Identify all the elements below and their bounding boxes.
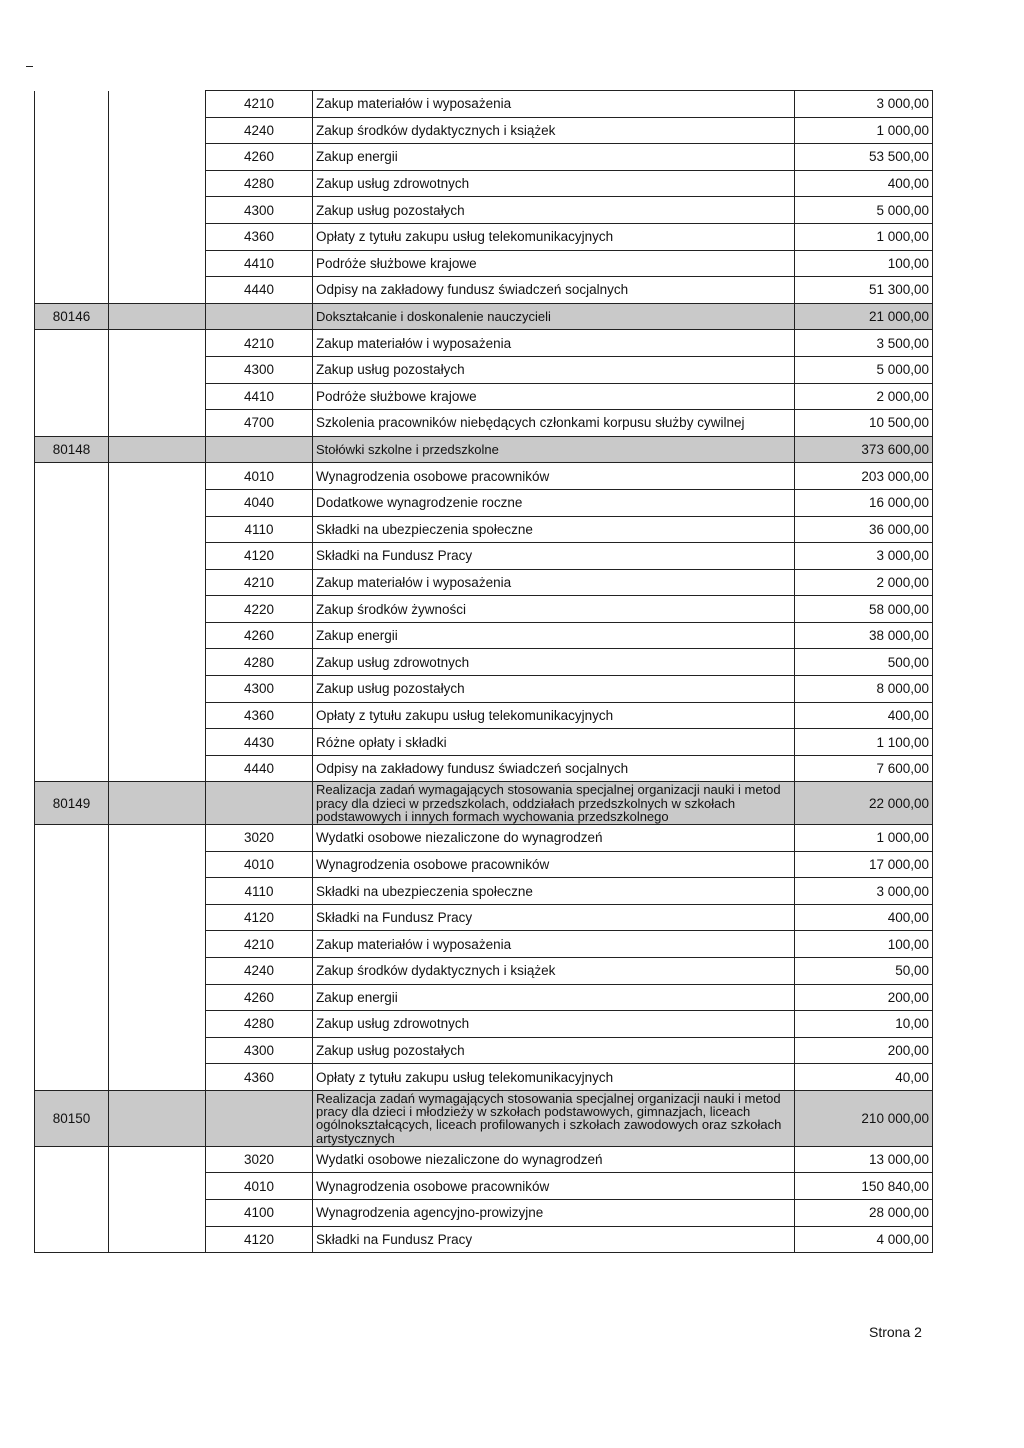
expense-row — [35, 825, 933, 852]
expense-amount: 200,00 — [795, 1037, 933, 1064]
expense-description: Szkolenia pracowników niebędących członkami korpusu służby cywilnej — [313, 410, 795, 437]
expense-description: Zakup usług zdrowotnych — [313, 170, 795, 197]
paragraph-code: 4430 — [206, 729, 313, 756]
section-description: Realizacja zadań wymagających stosowania specjalnej organizacji nauki i metod pracy dla dzieci w przedszkolach, oddziałach przedszkolnych w szkołach podstawowych i innych formach wychowania przedszkolnego — [313, 782, 795, 825]
empty-cell — [35, 463, 109, 490]
expense-amount: 100,00 — [795, 250, 933, 277]
expense-row — [35, 676, 933, 703]
expense-amount: 100,00 — [795, 931, 933, 958]
expense-row — [35, 1226, 933, 1253]
chapter-code: 80150 — [35, 1090, 109, 1146]
paragraph-code-empty — [206, 782, 313, 825]
empty-cell — [35, 117, 109, 144]
paragraph-code: 4010 — [206, 851, 313, 878]
paragraph-code: 4280 — [206, 1011, 313, 1038]
expense-amount: 53 500,00 — [795, 144, 933, 171]
expense-amount: 38 000,00 — [795, 622, 933, 649]
section-row — [35, 436, 933, 463]
section-description: Realizacja zadań wymagających stosowania specjalnej organizacji nauki i metod pracy dla dzieci i młodzieży w szkołach podstawowych, gimnazjach, liceach ogólnokształcących, liceach profilowanych i szkołach zawodowych oraz szkołach artystycznych — [313, 1090, 795, 1146]
budget-table-body — [35, 91, 933, 1253]
expense-description: Składki na ubezpieczenia społeczne — [313, 516, 795, 543]
empty-cell — [35, 702, 109, 729]
expense-description: Zakup energii — [313, 144, 795, 171]
expense-description: Opłaty z tytułu zakupu usług telekomunikacyjnych — [313, 702, 795, 729]
empty-cell — [109, 596, 206, 623]
paragraph-code: 4120 — [206, 904, 313, 931]
expense-row — [35, 1011, 933, 1038]
expense-description: Zakup usług zdrowotnych — [313, 649, 795, 676]
expense-amount: 40,00 — [795, 1064, 933, 1091]
expense-description: Zakup usług zdrowotnych — [313, 1011, 795, 1038]
paragraph-code: 4280 — [206, 649, 313, 676]
empty-cell — [35, 170, 109, 197]
expense-amount: 58 000,00 — [795, 596, 933, 623]
empty-cell — [35, 569, 109, 596]
expense-amount: 3 000,00 — [795, 878, 933, 905]
expense-amount: 1 100,00 — [795, 729, 933, 756]
empty-cell — [109, 516, 206, 543]
expense-row — [35, 569, 933, 596]
expense-description: Odpisy na zakładowy fundusz świadczeń socjalnych — [313, 755, 795, 782]
paragraph-code: 4240 — [206, 958, 313, 985]
empty-cell — [35, 1146, 109, 1173]
expense-row — [35, 851, 933, 878]
paragraph-code: 4360 — [206, 702, 313, 729]
empty-cell — [35, 904, 109, 931]
expense-description: Wynagrodzenia osobowe pracowników — [313, 851, 795, 878]
empty-cell — [109, 1064, 206, 1091]
section-description: Stołówki szkolne i przedszkolne — [313, 436, 795, 463]
expense-amount: 5 000,00 — [795, 356, 933, 383]
expense-description: Odpisy na zakładowy fundusz świadczeń socjalnych — [313, 277, 795, 304]
chapter-code: 80146 — [35, 303, 109, 330]
expense-row — [35, 649, 933, 676]
empty-cell — [109, 1199, 206, 1226]
empty-cell — [35, 91, 109, 118]
empty-cell — [35, 410, 109, 437]
expense-description: Wynagrodzenia agencyjno-prowizyjne — [313, 1199, 795, 1226]
empty-cell — [109, 1146, 206, 1173]
empty-cell — [35, 825, 109, 852]
expense-description: Składki na Fundusz Pracy — [313, 904, 795, 931]
expense-row — [35, 170, 933, 197]
empty-cell — [35, 1011, 109, 1038]
paragraph-code-empty — [206, 1090, 313, 1146]
paragraph-code: 4360 — [206, 1064, 313, 1091]
empty-cell — [109, 851, 206, 878]
expense-row — [35, 516, 933, 543]
expense-description: Zakup środków dydaktycznych i książek — [313, 958, 795, 985]
expense-row — [35, 330, 933, 357]
expense-amount: 1 000,00 — [795, 223, 933, 250]
section-row — [35, 782, 933, 825]
empty-cell — [109, 1011, 206, 1038]
empty-cell — [109, 984, 206, 1011]
expense-row — [35, 197, 933, 224]
paragraph-code: 4440 — [206, 277, 313, 304]
expense-description: Zakup usług pozostałych — [313, 1037, 795, 1064]
paragraph-code: 4210 — [206, 931, 313, 958]
budget-table — [34, 90, 933, 1253]
expense-row — [35, 596, 933, 623]
empty-cell — [109, 931, 206, 958]
expense-amount: 36 000,00 — [795, 516, 933, 543]
section-amount: 21 000,00 — [795, 303, 933, 330]
empty-cell — [109, 463, 206, 490]
empty-cell — [35, 596, 109, 623]
paragraph-code: 4700 — [206, 410, 313, 437]
paragraph-code: 4120 — [206, 543, 313, 570]
expense-description: Różne opłaty i składki — [313, 729, 795, 756]
empty-cell — [109, 489, 206, 516]
empty-cell — [35, 755, 109, 782]
empty-cell — [109, 569, 206, 596]
expense-amount: 400,00 — [795, 904, 933, 931]
expense-row — [35, 543, 933, 570]
section-amount: 373 600,00 — [795, 436, 933, 463]
expense-amount: 3 000,00 — [795, 91, 933, 118]
paragraph-code: 4040 — [206, 489, 313, 516]
section-spacer — [109, 303, 206, 330]
empty-cell — [109, 904, 206, 931]
expense-amount: 10,00 — [795, 1011, 933, 1038]
paragraph-code: 3020 — [206, 1146, 313, 1173]
expense-row — [35, 463, 933, 490]
empty-cell — [109, 729, 206, 756]
paragraph-code: 4260 — [206, 622, 313, 649]
empty-cell — [109, 170, 206, 197]
paragraph-code: 4260 — [206, 984, 313, 1011]
expense-description: Zakup usług pozostałych — [313, 356, 795, 383]
empty-cell — [109, 702, 206, 729]
empty-cell — [109, 144, 206, 171]
margin-mark — [26, 66, 33, 67]
paragraph-code: 4410 — [206, 383, 313, 410]
section-spacer — [109, 1090, 206, 1146]
empty-cell — [35, 622, 109, 649]
empty-cell — [109, 649, 206, 676]
expense-row — [35, 223, 933, 250]
paragraph-code-empty — [206, 436, 313, 463]
expense-description: Wydatki osobowe niezaliczone do wynagrodzeń — [313, 825, 795, 852]
paragraph-code: 4410 — [206, 250, 313, 277]
expense-row — [35, 984, 933, 1011]
expense-description: Zakup materiałów i wyposażenia — [313, 330, 795, 357]
paragraph-code: 4220 — [206, 596, 313, 623]
empty-cell — [35, 144, 109, 171]
expense-amount: 10 500,00 — [795, 410, 933, 437]
expense-amount: 8 000,00 — [795, 676, 933, 703]
empty-cell — [35, 356, 109, 383]
paragraph-code: 4360 — [206, 223, 313, 250]
expense-description: Zakup usług pozostałych — [313, 197, 795, 224]
empty-cell — [109, 622, 206, 649]
expense-row — [35, 729, 933, 756]
empty-cell — [35, 649, 109, 676]
empty-cell — [35, 223, 109, 250]
expense-row — [35, 356, 933, 383]
expense-amount: 50,00 — [795, 958, 933, 985]
paragraph-code: 4280 — [206, 170, 313, 197]
expense-amount: 7 600,00 — [795, 755, 933, 782]
paragraph-code: 4260 — [206, 144, 313, 171]
empty-cell — [109, 197, 206, 224]
expense-row — [35, 410, 933, 437]
expense-amount: 51 300,00 — [795, 277, 933, 304]
expense-row — [35, 117, 933, 144]
empty-cell — [109, 117, 206, 144]
empty-cell — [35, 489, 109, 516]
expense-row — [35, 489, 933, 516]
expense-amount: 17 000,00 — [795, 851, 933, 878]
expense-amount: 1 000,00 — [795, 117, 933, 144]
paragraph-code: 4300 — [206, 197, 313, 224]
expense-description: Zakup materiałów i wyposażenia — [313, 569, 795, 596]
empty-cell — [35, 958, 109, 985]
section-spacer — [109, 782, 206, 825]
expense-description: Składki na Fundusz Pracy — [313, 543, 795, 570]
empty-cell — [109, 825, 206, 852]
empty-cell — [35, 878, 109, 905]
section-spacer — [109, 436, 206, 463]
expense-row — [35, 250, 933, 277]
empty-cell — [109, 223, 206, 250]
expense-amount: 3 500,00 — [795, 330, 933, 357]
section-amount: 210 000,00 — [795, 1090, 933, 1146]
expense-description: Wynagrodzenia osobowe pracowników — [313, 463, 795, 490]
section-row — [35, 303, 933, 330]
expense-row — [35, 878, 933, 905]
paragraph-code: 4300 — [206, 1037, 313, 1064]
paragraph-code: 4100 — [206, 1199, 313, 1226]
expense-amount: 500,00 — [795, 649, 933, 676]
expense-description: Zakup materiałów i wyposażenia — [313, 91, 795, 118]
paragraph-code-empty — [206, 303, 313, 330]
expense-description: Zakup materiałów i wyposażenia — [313, 931, 795, 958]
expense-amount: 400,00 — [795, 170, 933, 197]
section-amount: 22 000,00 — [795, 782, 933, 825]
expense-description: Wydatki osobowe niezaliczone do wynagrodzeń — [313, 1146, 795, 1173]
empty-cell — [109, 1173, 206, 1200]
empty-cell — [35, 1037, 109, 1064]
empty-cell — [109, 878, 206, 905]
chapter-code: 80149 — [35, 782, 109, 825]
section-description: Dokształcanie i doskonalenie nauczycieli — [313, 303, 795, 330]
empty-cell — [109, 330, 206, 357]
expense-row — [35, 1199, 933, 1226]
empty-cell — [35, 197, 109, 224]
empty-cell — [109, 250, 206, 277]
empty-cell — [35, 330, 109, 357]
expense-description: Podróże służbowe krajowe — [313, 250, 795, 277]
paragraph-code: 4010 — [206, 463, 313, 490]
empty-cell — [35, 516, 109, 543]
expense-amount: 3 000,00 — [795, 543, 933, 570]
expense-row — [35, 755, 933, 782]
expense-row — [35, 277, 933, 304]
empty-cell — [109, 1037, 206, 1064]
expense-amount: 28 000,00 — [795, 1199, 933, 1226]
paragraph-code: 3020 — [206, 825, 313, 852]
expense-row — [35, 383, 933, 410]
paragraph-code: 4440 — [206, 755, 313, 782]
empty-cell — [35, 676, 109, 703]
empty-cell — [35, 383, 109, 410]
paragraph-code: 4210 — [206, 569, 313, 596]
paragraph-code: 4300 — [206, 676, 313, 703]
paragraph-code: 4110 — [206, 516, 313, 543]
expense-row — [35, 144, 933, 171]
empty-cell — [109, 1226, 206, 1253]
expense-row — [35, 1064, 933, 1091]
empty-cell — [109, 356, 206, 383]
expense-description: Zakup energii — [313, 984, 795, 1011]
empty-cell — [35, 931, 109, 958]
empty-cell — [35, 1226, 109, 1253]
paragraph-code: 4210 — [206, 91, 313, 118]
paragraph-code: 4010 — [206, 1173, 313, 1200]
expense-row — [35, 91, 933, 118]
expense-row — [35, 1037, 933, 1064]
expense-amount: 16 000,00 — [795, 489, 933, 516]
expense-amount: 203 000,00 — [795, 463, 933, 490]
empty-cell — [35, 250, 109, 277]
expense-description: Dodatkowe wynagrodzenie roczne — [313, 489, 795, 516]
expense-description: Opłaty z tytułu zakupu usług telekomunikacyjnych — [313, 223, 795, 250]
expense-amount: 5 000,00 — [795, 197, 933, 224]
expense-description: Zakup środków dydaktycznych i książek — [313, 117, 795, 144]
expense-amount: 2 000,00 — [795, 569, 933, 596]
empty-cell — [35, 543, 109, 570]
expense-description: Składki na ubezpieczenia społeczne — [313, 878, 795, 905]
empty-cell — [109, 543, 206, 570]
empty-cell — [35, 1199, 109, 1226]
empty-cell — [35, 277, 109, 304]
paragraph-code: 4240 — [206, 117, 313, 144]
expense-amount: 13 000,00 — [795, 1146, 933, 1173]
expense-row — [35, 622, 933, 649]
empty-cell — [35, 851, 109, 878]
expense-row — [35, 904, 933, 931]
section-row — [35, 1090, 933, 1146]
empty-cell — [109, 277, 206, 304]
empty-cell — [109, 755, 206, 782]
expense-row — [35, 958, 933, 985]
empty-cell — [35, 729, 109, 756]
page-number: Strona 2 — [869, 1324, 922, 1340]
expense-row — [35, 702, 933, 729]
empty-cell — [35, 1064, 109, 1091]
empty-cell — [109, 383, 206, 410]
empty-cell — [109, 958, 206, 985]
empty-cell — [109, 91, 206, 118]
expense-description: Zakup usług pozostałych — [313, 676, 795, 703]
empty-cell — [109, 676, 206, 703]
expense-amount: 1 000,00 — [795, 825, 933, 852]
paragraph-code: 4120 — [206, 1226, 313, 1253]
empty-cell — [109, 410, 206, 437]
empty-cell — [35, 1173, 109, 1200]
paragraph-code: 4110 — [206, 878, 313, 905]
paragraph-code: 4210 — [206, 330, 313, 357]
expense-row — [35, 931, 933, 958]
expense-description: Zakup energii — [313, 622, 795, 649]
expense-row — [35, 1173, 933, 1200]
expense-amount: 2 000,00 — [795, 383, 933, 410]
expense-amount: 200,00 — [795, 984, 933, 1011]
expense-row — [35, 1146, 933, 1173]
expense-amount: 400,00 — [795, 702, 933, 729]
expense-amount: 150 840,00 — [795, 1173, 933, 1200]
empty-cell — [35, 984, 109, 1011]
expense-amount: 4 000,00 — [795, 1226, 933, 1253]
expense-description: Opłaty z tytułu zakupu usług telekomunikacyjnych — [313, 1064, 795, 1091]
expense-description: Podróże służbowe krajowe — [313, 383, 795, 410]
chapter-code: 80148 — [35, 436, 109, 463]
paragraph-code: 4300 — [206, 356, 313, 383]
expense-description: Wynagrodzenia osobowe pracowników — [313, 1173, 795, 1200]
expense-description: Zakup środków żywności — [313, 596, 795, 623]
expense-description: Składki na Fundusz Pracy — [313, 1226, 795, 1253]
